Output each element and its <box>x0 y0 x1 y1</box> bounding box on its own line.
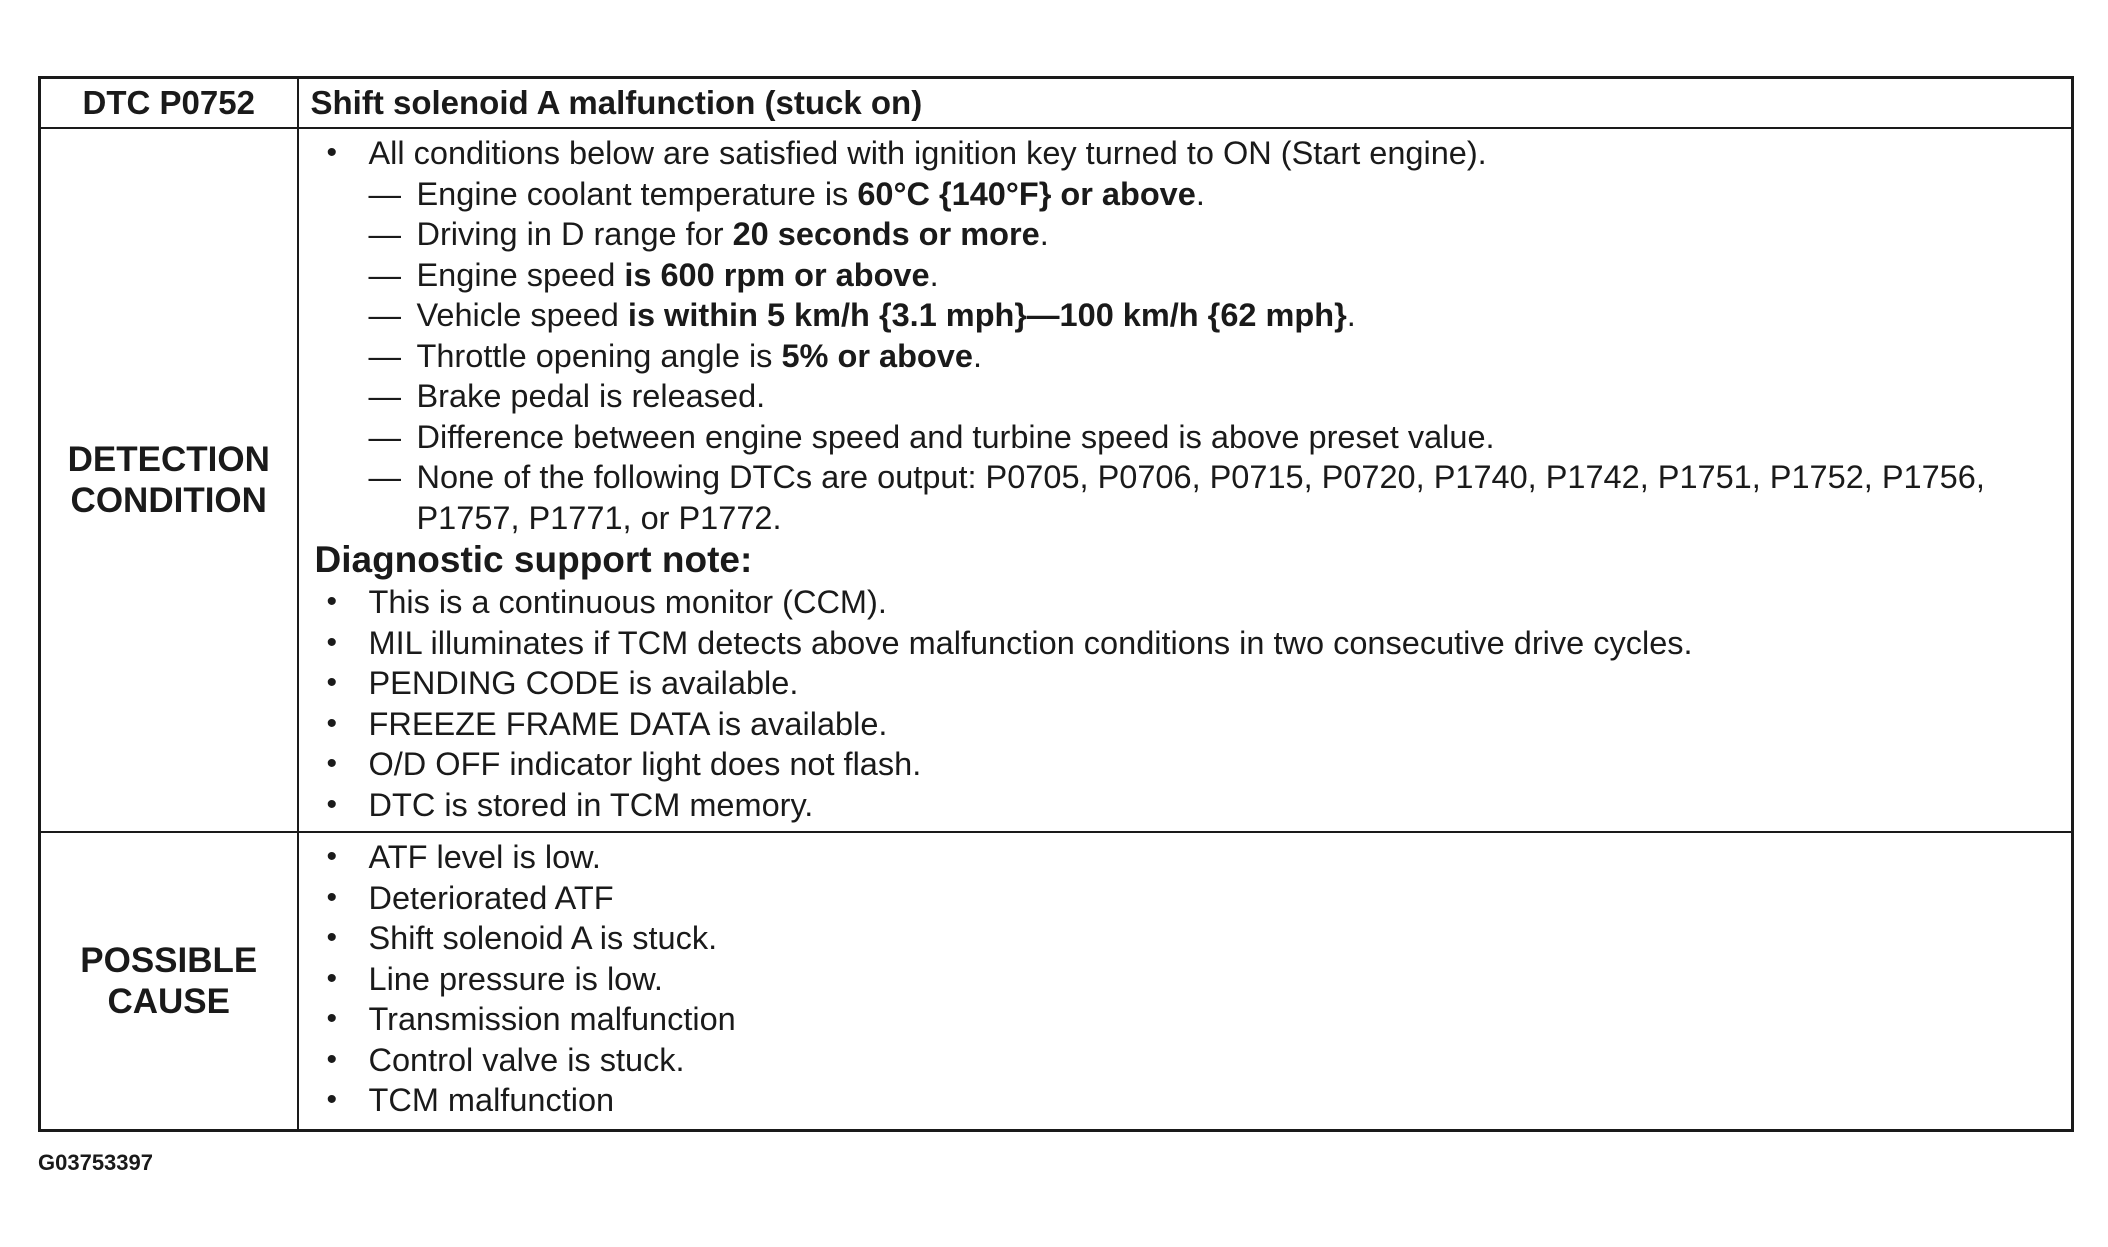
notes-list <box>313 582 2062 825</box>
dtc-code: DTC P0752 <box>40 78 298 129</box>
detection-row <box>40 128 2073 832</box>
condition-text: None of the following DTCs are output: P0705, P0706, P0715, P0720, P1740, P1742, P1751, P1752, P1756, P1757, P1771, or P1772. <box>416 459 1985 536</box>
detection-label-line1: DETECTION <box>67 440 270 479</box>
dtc-title: Shift solenoid A malfunction (stuck on) <box>298 78 2073 129</box>
cause-item: • TCM malfunction <box>313 1080 2062 1121</box>
dtc-table <box>38 76 2074 1132</box>
condition-text: Throttle opening angle is <box>416 337 782 374</box>
detection-intro-list <box>313 133 2062 538</box>
detection-intro <box>313 133 2062 538</box>
condition-value: 20 seconds or more <box>732 216 1040 252</box>
cause-item: • Transmission malfunction <box>313 999 2062 1040</box>
note-item: • FREEZE FRAME DATA is available. <box>313 704 2062 745</box>
condition-text: Engine coolant temperature is <box>416 175 858 212</box>
cause-list <box>313 837 2062 1121</box>
condition-text: Driving in D range for <box>416 216 733 252</box>
cause-item: • Line pressure is low. <box>313 959 2062 1000</box>
cause-label-line2: CAUSE <box>107 982 231 1021</box>
note-item: • O/D OFF indicator light does not flash. <box>313 744 2062 785</box>
condition-value: is within 5 km/h {3.1 mph}—100 km/h {62 mph} <box>627 297 1347 333</box>
condition-value: 5% or above <box>781 337 973 374</box>
detection-intro-text: All conditions below are satisfied with ignition key turned to ON (Start engine). <box>368 135 1487 171</box>
cause-item: • ATF level is low. <box>313 837 2062 878</box>
condition-suffix: . <box>929 256 939 293</box>
cause-item: • Control valve is stuck. <box>313 1040 2062 1081</box>
condition-item <box>369 214 2062 255</box>
condition-item <box>369 295 2062 336</box>
condition-item <box>369 174 2062 215</box>
header-row <box>40 78 2073 129</box>
cause-item: • Shift solenoid A is stuck. <box>313 918 2062 959</box>
condition-suffix: . <box>1195 175 1205 212</box>
condition-text: Difference between engine speed and turbine speed is above preset value. <box>416 418 1495 455</box>
note-item: • PENDING CODE is available. <box>313 663 2062 704</box>
note-heading: Diagnostic support note: <box>314 539 753 580</box>
note-item: • DTC is stored in TCM memory. <box>313 785 2062 826</box>
condition-item <box>369 376 2062 417</box>
condition-text: Vehicle speed <box>416 297 628 333</box>
condition-value: 60°C {140°F} or above <box>857 175 1196 212</box>
note-item: • MIL illuminates if TCM detects above malfunction conditions in two consecutive drive cycles. <box>313 623 2062 664</box>
condition-item <box>369 336 2062 377</box>
condition-suffix: . <box>972 337 982 374</box>
condition-item <box>369 417 2062 458</box>
cause-item: • Deteriorated ATF <box>313 878 2062 919</box>
cause-label-line1: POSSIBLE <box>80 941 258 980</box>
condition-suffix: . <box>1346 297 1356 333</box>
detection-label-line2: CONDITION <box>70 481 267 520</box>
cause-label <box>40 832 298 1131</box>
figure-id: G03753397 <box>38 1150 153 1175</box>
cause-content <box>298 832 2073 1131</box>
detection-label <box>40 128 298 832</box>
condition-item <box>369 457 2062 538</box>
detection-content <box>298 128 2073 832</box>
condition-text: Brake pedal is released. <box>416 378 766 414</box>
condition-suffix: . <box>1039 216 1049 252</box>
condition-item <box>369 255 2062 296</box>
condition-value: is 600 rpm or above <box>624 256 930 293</box>
cause-row <box>40 832 2073 1131</box>
conditions-list <box>369 174 2062 539</box>
note-item: • This is a continuous monitor (CCM). <box>313 582 2062 623</box>
condition-text: Engine speed <box>416 256 625 293</box>
